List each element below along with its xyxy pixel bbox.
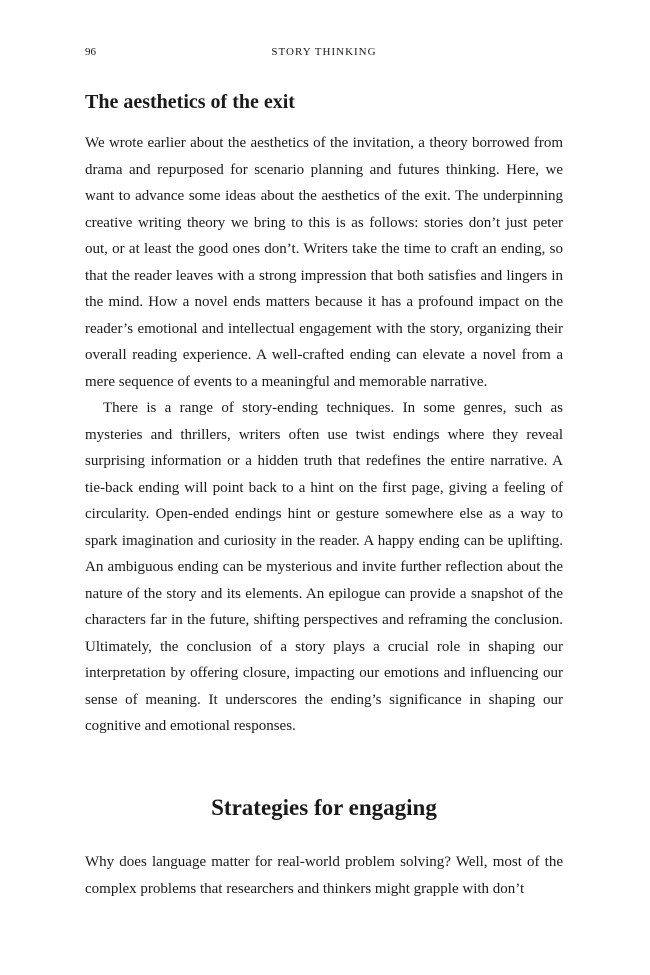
running-head [85, 46, 563, 62]
body-paragraph: There is a range of story-ending techniques. In some genres, such as mysteries and thrillers, writers often use twist endings where they reveal surprising information or a hidden truth that redefines the entire narrative. A tie-back ending will point back to a hint on the first page, giving a feeling of circularity. Open-ended endings hint or gesture somewhere else as a way to spark imagination and curiosity in the reader. A happy ending can be uplifting. An ambiguous ending can be mysterious and invite further reflection about the nature of the story and its elements. An epilogue can provide a snapshot of the characters far in the future, shifting perspectives and reframing the conclusion. Ultimately, the conclusion of a story plays a crucial role in shaping our interpretation by offering closure, impacting our emotions and influencing our sense of meaning. It underscores the ending’s significance in shaping our cognitive and emotional responses. [85, 400, 563, 734]
body-paragraph: Why does language matter for real-world problem solving? Well, most of the complex problems that researchers and thinkers might grapple with don’t [85, 854, 563, 897]
section-body-strategies-for-engaging [85, 849, 563, 902]
section-heading-strategies-for-engaging: Strategies for engaging [211, 795, 437, 820]
section-heading-aesthetics-of-exit: The aesthetics of the exit [85, 91, 295, 113]
page-number: 96 [85, 46, 96, 58]
section-body-aesthetics-of-exit [85, 130, 563, 740]
body-paragraph: We wrote earlier about the aesthetics of the invitation, a theory borrowed from drama and repurposed for scenario planning and futures thinking. Here, we want to advance some ideas about the aesthetics of the exit. The underpinning creative writing theory we bring to this is as follows: stories don’t just peter out, or at least the good ones don’t. Writers take the time to craft an ending, so that the reader leaves with a strong impression that both satisfies and lingers in the mind. How a novel ends matters because it has a profound impact on the reader’s emotional and intellectual engagement with the story, organizing their overall reading experience. A well-crafted ending can elevate a novel from a mere sequence of events to a meaningful and memorable narrative. [85, 135, 563, 390]
running-title: STORY THINKING [271, 46, 377, 58]
